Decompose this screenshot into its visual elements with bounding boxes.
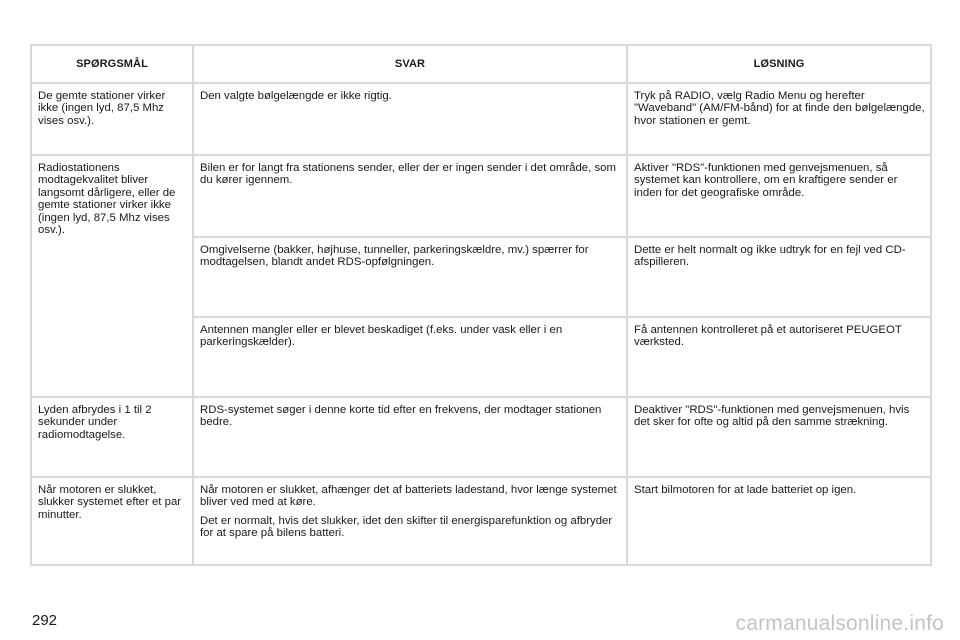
watermark: carmanualsonline.info	[735, 612, 944, 635]
question-cell	[31, 83, 193, 155]
table-row	[31, 155, 931, 237]
question-text: De gemte stationer virker ikke (ingen lyd, 87,5 Mhz vises osv.).	[38, 90, 166, 127]
header-row	[31, 45, 931, 83]
answer-text: Bilen er for langt fra stationens sender, eller der er ingen sender i det område, som du kører igennem.	[200, 162, 616, 187]
answer-cell	[193, 155, 627, 237]
question-text: Lyden afbrydes i 1 til 2 sekunder under radiomodtagelse.	[38, 404, 152, 441]
answer-text: RDS-systemet søger i denne korte tid efter en frekvens, der modtager stationen bedre.	[200, 404, 602, 429]
page-number: 292	[32, 612, 58, 629]
answer-extra-text: Det er normalt, hvis det slukker, idet den skifter til energisparefunktion og afbryder for at spare på bilens batteri.	[200, 514, 613, 540]
question-cell	[31, 477, 193, 565]
solution-text: Aktiver "RDS"-funktionen med genvejsmenuen, så systemet kan kontrollere, om en kraftigere sender er inden for det geografiske område.	[634, 162, 898, 199]
table-row	[31, 397, 931, 477]
answer-text: Omgivelserne (bakker, højhuse, tunneller, parkeringskældre, mv.) spærrer for modtagelsen, blandt andet RDS-opfølgningen.	[200, 244, 589, 269]
solution-cell	[627, 155, 931, 237]
header-answer: SVAR	[193, 45, 627, 83]
solution-cell	[627, 477, 931, 565]
answer-cell	[193, 83, 627, 155]
answer-cell	[193, 397, 627, 477]
answer-cell	[193, 477, 627, 565]
question-text: Radiostationens modtagekvalitet bliver langsomt dårligere, eller de gemte stationer virker ikke (ingen lyd, 87,5 Mhz vises osv.).	[38, 162, 176, 237]
solution-text: Tryk på RADIO, vælg Radio Menu og herefter "Waveband" (AM/FM-bånd) for at finde den bølgelængde, hvor stationen er gemt.	[634, 90, 925, 127]
solution-cell	[627, 397, 931, 477]
answer-cell	[193, 317, 627, 397]
answer-text: Den valgte bølgelængde er ikke rigtig.	[200, 90, 392, 102]
solution-text: Få antennen kontrolleret på et autoriseret PEUGEOT værksted.	[634, 324, 902, 349]
solution-cell	[627, 317, 931, 397]
question-cell	[31, 155, 193, 397]
solution-text: Deaktiver "RDS"-funktionen med genvejsmenuen, hvis det sker for ofte og altid på den samme strækning.	[634, 404, 910, 429]
solution-text: Dette er helt normalt og ikke udtryk for en fejl ved CD-afspilleren.	[634, 244, 906, 269]
question-cell	[31, 397, 193, 477]
table-row	[31, 477, 931, 565]
header-solution: LØSNING	[627, 45, 931, 83]
solution-text: Start bilmotoren for at lade batteriet op igen.	[634, 484, 857, 496]
header-question: SPØRGSMÅL	[31, 45, 193, 83]
faq-table	[30, 44, 932, 566]
answer-cell	[193, 237, 627, 317]
table-row	[31, 83, 931, 155]
answer-text: Når motoren er slukket, afhænger det af batteriets ladestand, hvor længe systemet bliver ved med at køre.	[200, 484, 617, 509]
solution-cell	[627, 237, 931, 317]
answer-text: Antennen mangler eller er blevet beskadiget (f.eks. under vask eller i en parkeringskælder).	[200, 324, 563, 349]
question-text: Når motoren er slukket, slukker systemet efter et par minutter.	[38, 484, 182, 521]
solution-cell	[627, 83, 931, 155]
